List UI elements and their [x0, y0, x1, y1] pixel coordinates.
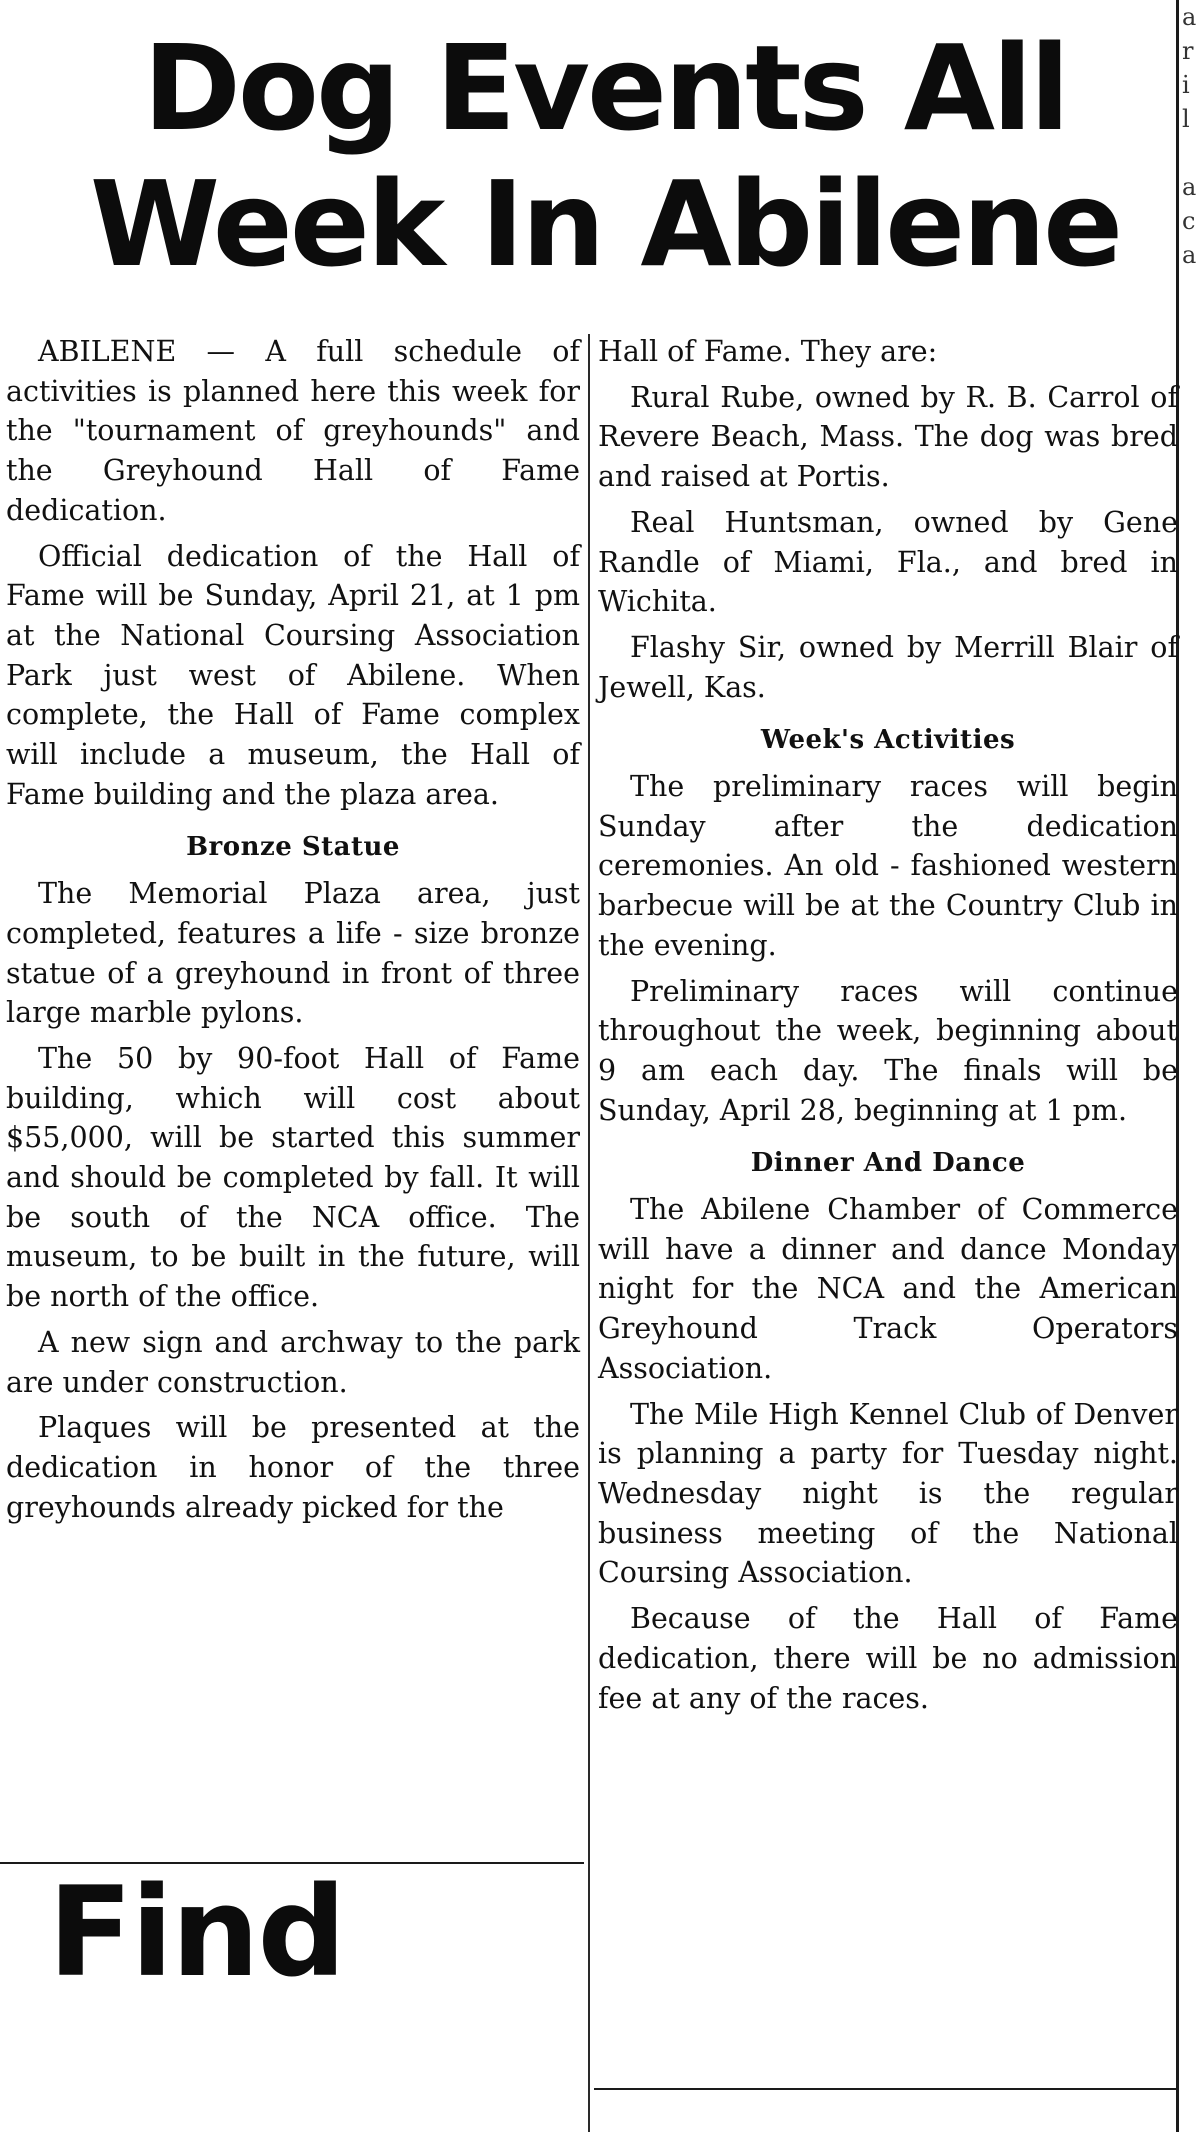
margin-fragment: a [1182, 3, 1197, 31]
article-column-right [598, 332, 1178, 1724]
paragraph: Flashy Sir, owned by Merrill Blair of Jewell, Kas. [598, 630, 1178, 704]
paragraph: Real Huntsman, owned by Gene Randle of Miami, Fla., and bred in Wichita. [598, 505, 1178, 619]
next-article-headline: Find [48, 1861, 345, 2005]
paragraph: ABILENE — A full schedule of activities is planned here this week for the "tournament of greyhounds" and the Greyhound Hall of Fame dedication. [6, 335, 580, 527]
subhead-dinner-and-dance: Dinner And Dance [750, 1148, 1026, 1179]
paragraph: The 50 by 90-foot Hall of Fame building, which will cost about $55,000, will be started this summer and should be completed by fall. It will be south of the NCA office. The museum, to be built in the future, will be north of the office. [6, 1041, 580, 1314]
paragraph: The Memorial Plaza area, just completed, features a life - size bronze statue of a greyhound in front of three large marble pylons. [6, 877, 580, 1030]
paragraph: Official dedication of the Hall of Fame will be Sunday, April 21, at 1 pm at the National Coursing Association Park just west of Abilene. When complete, the Hall of Fame complex will include a museum, the Hall of Fame building and the plaza area. [6, 539, 580, 811]
adjacent-column-fragments [1182, 0, 1200, 272]
paragraph: The Abilene Chamber of Commerce will have a dinner and dance Monday night for the NCA and the American Greyhound Track Operators Association. [598, 1193, 1178, 1385]
headline [60, 20, 1150, 292]
paragraph: The preliminary races will begin Sunday after the dedication ceremonies. An old - fashioned western barbecue will be at the Country Club in the evening. [598, 770, 1178, 962]
subhead-weeks-activities: Week's Activities [760, 725, 1016, 756]
headline-line-2: Week In Abilene [89, 155, 1121, 293]
paragraph: Hall of Fame. They are: [598, 335, 938, 368]
bottom-rule [594, 2088, 1178, 2090]
margin-fragment [1182, 136, 1200, 170]
margin-fragment: i [1182, 71, 1190, 99]
headline-line-1: Dog Events All [142, 19, 1068, 157]
article-column-left [6, 332, 580, 1533]
paragraph: The Mile High Kennel Club of Denver is planning a party for Tuesday night. Wednesday night is the regular business meeting of the National Coursing Association. [598, 1397, 1178, 1590]
column-divider [588, 334, 590, 2132]
paragraph: Rural Rube, owned by R. B. Carrol of Revere Beach, Mass. The dog was bred and raised at Portis. [598, 380, 1178, 494]
margin-fragment: c [1182, 207, 1196, 235]
paragraph: Because of the Hall of Fame dedication, there will be no admission fee at any of the races. [598, 1602, 1178, 1715]
subhead-bronze-statue: Bronze Statue [186, 832, 400, 863]
margin-fragment: a [1182, 173, 1197, 201]
paragraph: Plaques will be presented at the dedication in honor of the three greyhounds already picked for the [6, 1411, 580, 1524]
margin-fragment: l [1182, 105, 1190, 133]
margin-fragment: a [1182, 241, 1197, 269]
paragraph: A new sign and archway to the park are under construction. [6, 1325, 580, 1399]
paragraph: Preliminary races will continue throughout the week, beginning about 9 am each day. The finals will be Sunday, April 28, beginning at 1 pm. [598, 974, 1178, 1127]
margin-fragment: r [1182, 37, 1194, 65]
